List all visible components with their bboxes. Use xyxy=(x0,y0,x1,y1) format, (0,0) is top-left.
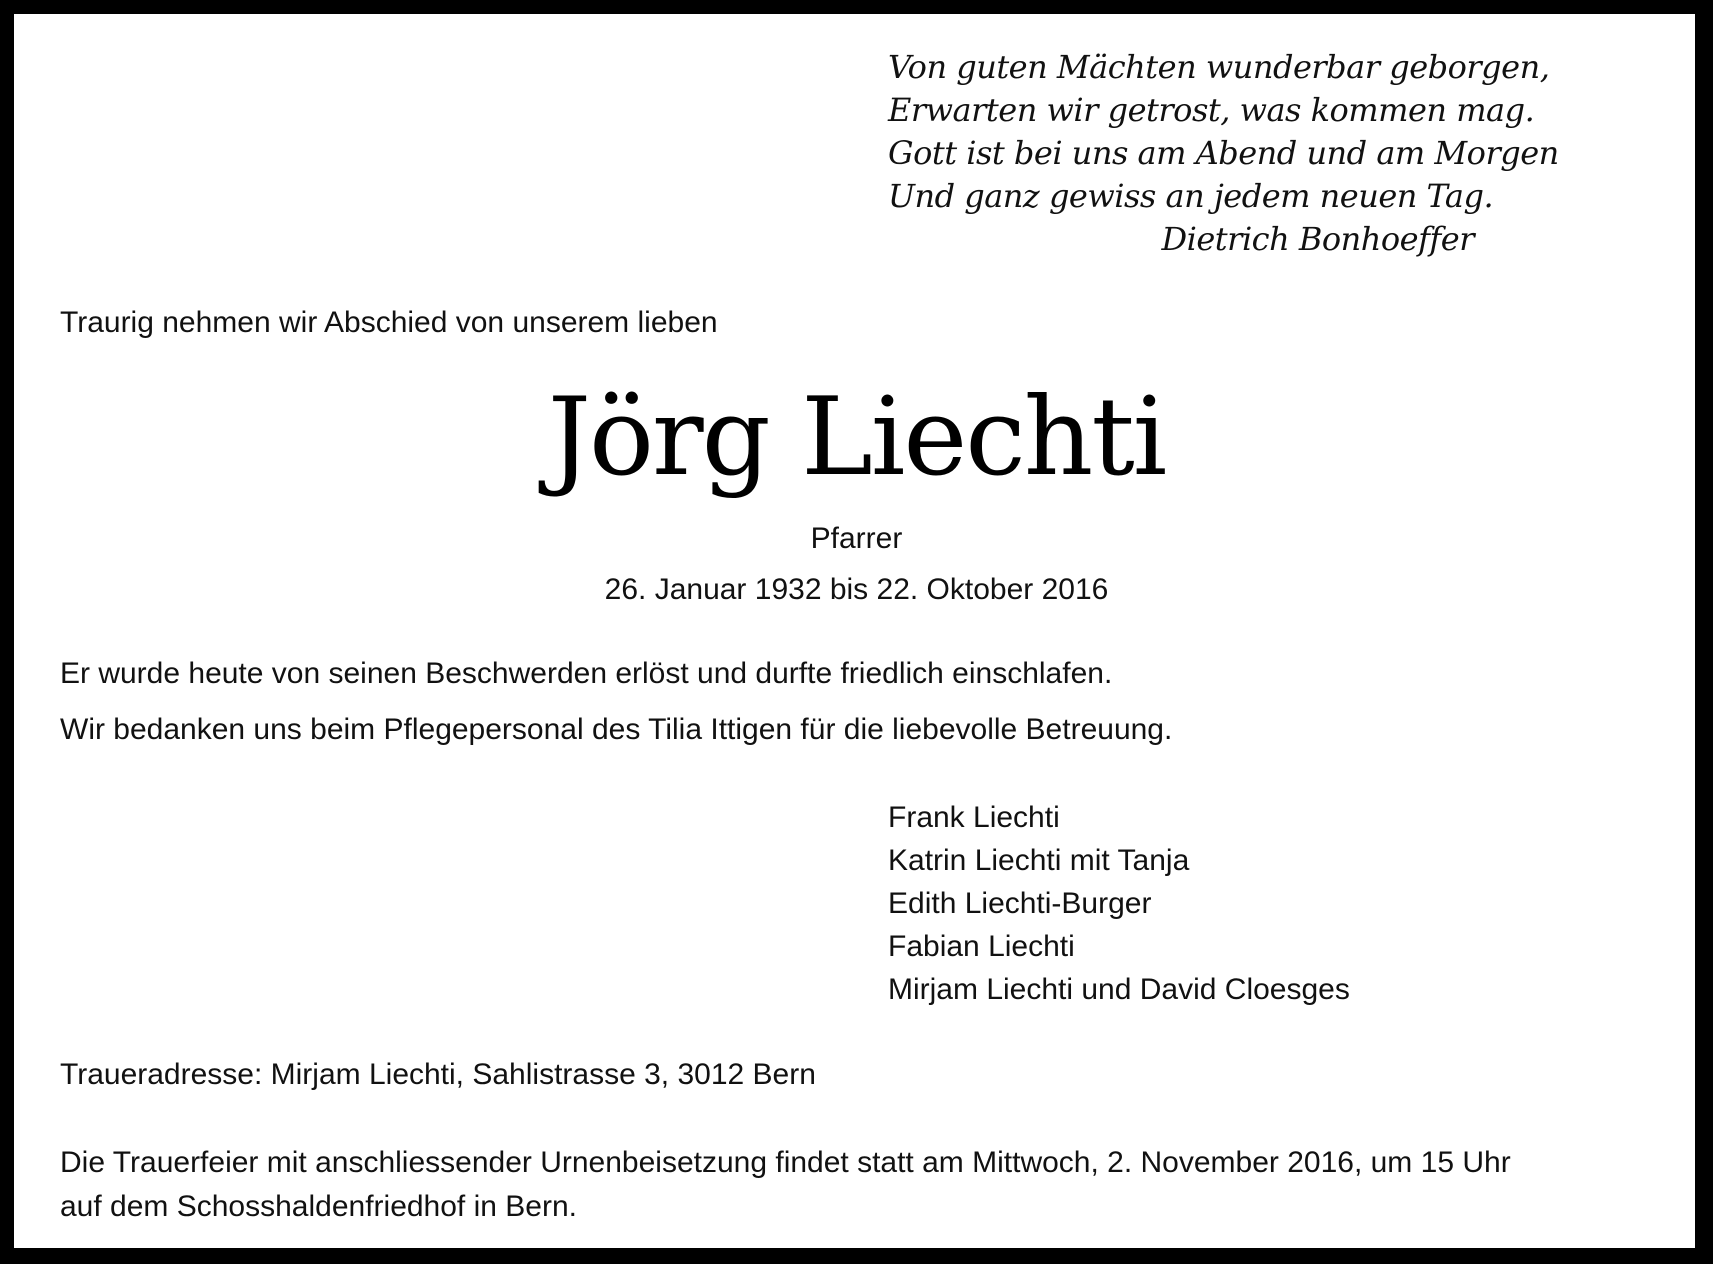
mourner-name: Katrin Liechti mit Tanja xyxy=(888,844,1190,877)
poem-line-1: Von guten Mächten wunderbar geborgen, xyxy=(888,48,1550,86)
mourner-name: Frank Liechti xyxy=(888,801,1060,834)
ceremony-info xyxy=(60,1141,1680,1229)
mourner-name: Fabian Liechti xyxy=(888,930,1075,963)
poem-line-2: Erwarten wir getrost, was kommen mag. xyxy=(888,91,1535,129)
poem-block xyxy=(888,46,1559,261)
life-dates: 26. Januar 1932 bis 22. Oktober 2016 xyxy=(604,573,1109,606)
poem-line-4: Und ganz gewiss an jedem neuen Tag. xyxy=(888,177,1494,215)
message-line-1: Er wurde heute von seinen Beschwerden erlöst und durfte friedlich einschlafen. xyxy=(60,657,1113,690)
mourner-name: Edith Liechti-Burger xyxy=(888,887,1152,920)
ceremony-line-1: Die Trauerfeier mit anschliessender Urnenbeisetzung findet statt am Mittwoch, 2. November 2016, um 15 Uhr xyxy=(60,1146,1511,1179)
deceased-profession: Pfarrer xyxy=(810,522,903,555)
message-line-2: Wir bedanken uns beim Pflegepersonal des Tilia Ittigen für die liebevolle Betreuung. xyxy=(60,713,1173,746)
poem-line-3: Gott ist bei uns am Abend und am Morgen xyxy=(888,134,1559,172)
ceremony-line-2: auf dem Schosshaldenfriedhof in Bern. xyxy=(60,1190,577,1223)
mourners-list xyxy=(888,796,1350,1011)
intro-text: Traurig nehmen wir Abschied von unserem lieben xyxy=(60,306,718,339)
mourner-name: Mirjam Liechti und David Cloesges xyxy=(888,973,1350,1006)
mourning-address: Traueradresse: Mirjam Liechti, Sahlistrasse 3, 3012 Bern xyxy=(60,1058,816,1091)
deceased-name: Jörg Liechti xyxy=(547,375,1166,500)
poem-author: Dietrich Bonhoeffer xyxy=(1161,220,1474,258)
